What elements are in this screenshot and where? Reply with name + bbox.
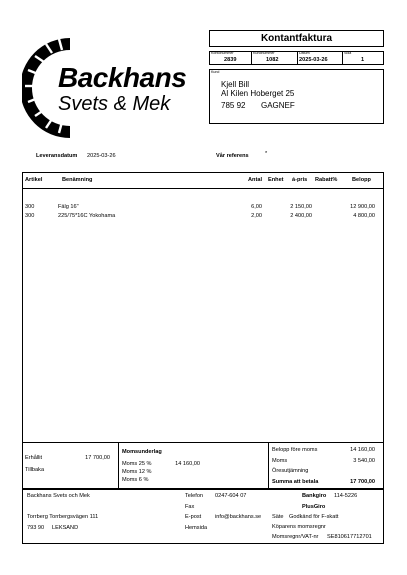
delivery-date-label: Leveransdatum (36, 153, 78, 159)
meta-value-kundnummer: 1082 (266, 57, 279, 63)
erhallit-label: Erhållit (25, 455, 43, 461)
summa-value: 17 700,00 (350, 479, 375, 485)
meta-label-kundnummer: Kundnummer (253, 51, 275, 55)
moms-value: 3 540,00 (353, 458, 375, 464)
col-header-rabatt: Rabatt% (315, 177, 338, 183)
customer-label: Kund (211, 70, 220, 74)
customer-name: Kjell Bill (221, 80, 250, 89)
moms12-label: Moms 12 % (122, 469, 152, 475)
footer-plusgiro-label: PlusGiro (302, 504, 326, 510)
meta-value-datum: 2025-03-26 (299, 57, 328, 63)
customer-city: GAGNEF (261, 101, 295, 110)
belopp-fore-moms-value: 14 160,00 (350, 447, 375, 453)
meta-label-datum: Datum (299, 51, 310, 55)
footer-sate-value: Godkänd för F-skatt (289, 514, 339, 520)
footer-zip: 793 90 (27, 525, 45, 531)
delivery-date-value: 2025-03-26 (87, 153, 116, 159)
col-header-enhet: Enhet (268, 177, 284, 183)
reference-value: * (265, 151, 268, 157)
footer-telefon-value: 0247-604 07 (215, 493, 247, 499)
col-header-belopp: Belopp (352, 177, 371, 183)
belopp-fore-moms-label: Belopp före moms (272, 447, 318, 453)
meta-value-kontonummer: 2839 (224, 57, 237, 63)
meta-value-sida: 1 (361, 57, 365, 63)
col-header-apris: á-pris (292, 177, 308, 183)
reference-label: Vår referens (216, 153, 249, 159)
tillbaka-label: Tillbaka (25, 467, 45, 473)
row-antal: 2,00 (251, 213, 262, 219)
logo-line1: Backhans (58, 62, 187, 93)
footer-telefon-label: Telefon (185, 493, 204, 499)
footer-epost-label: E-post (185, 514, 202, 520)
moms25-value: 14 160,00 (175, 461, 200, 467)
moms25-label: Moms 25 % (122, 461, 152, 467)
footer-city: LEKSAND (52, 525, 79, 531)
invoice-title: Kontantfaktura (260, 33, 333, 44)
meta-label-kontonummer: Kontonummer (211, 51, 234, 55)
footer-street: Torrberg Torrbergsvägen 111 (27, 514, 99, 520)
row-belopp: 4 800,00 (353, 213, 375, 219)
footer-bankgiro-value: 114-5226 (334, 493, 358, 499)
footer-fax-label: Fax (185, 504, 195, 510)
summa-label: Summa att betala (272, 479, 319, 485)
footer-epost-value: info@backhans.se (215, 514, 262, 520)
meta-label-sida: Sida (344, 51, 352, 55)
moms6-label: Moms 6 % (122, 477, 149, 483)
logo-line2: Svets & Mek (58, 93, 171, 115)
row-benamning: 225/75*16C Yokohama (58, 213, 116, 219)
company-logo (22, 30, 187, 142)
row-benamning: Fälg 16" (58, 204, 79, 210)
row-artikel: 300 (25, 204, 35, 210)
erhallit-value: 17 700,00 (85, 455, 110, 461)
col-header-artikel: Artikel (25, 177, 43, 183)
momsunderlag-label: Momsunderlag (122, 449, 162, 455)
customer-zip: 785 92 (221, 101, 246, 110)
oresutjamning-label: Öresutjämning (272, 468, 309, 474)
footer-bankgiro-label: Bankgiro (302, 493, 327, 499)
row-antal: 6,00 (251, 204, 262, 210)
row-apris: 2 400,00 (290, 213, 312, 219)
row-apris: 2 150,00 (290, 204, 312, 210)
col-header-antal: Antal (248, 177, 262, 183)
row-belopp: 12 900,00 (350, 204, 375, 210)
row-artikel: 300 (25, 213, 35, 219)
footer-sate-label: Säte (272, 514, 284, 520)
col-header-benamning: Benämning (62, 177, 93, 183)
customer-street: Al Kilen Hoberget 25 (221, 89, 295, 98)
footer-kopare-momsregnr-label: Köparens momsregnr (272, 524, 326, 530)
footer-hemsida-label: Hemsida (185, 525, 208, 531)
footer-company: Backhans Svets och Mek (27, 493, 90, 499)
moms-label: Moms (272, 458, 288, 464)
footer-momsregnr-value: SE810617712701 (327, 534, 372, 540)
footer-momsregnr-label: Momsregnr/VAT-nr (272, 534, 319, 540)
